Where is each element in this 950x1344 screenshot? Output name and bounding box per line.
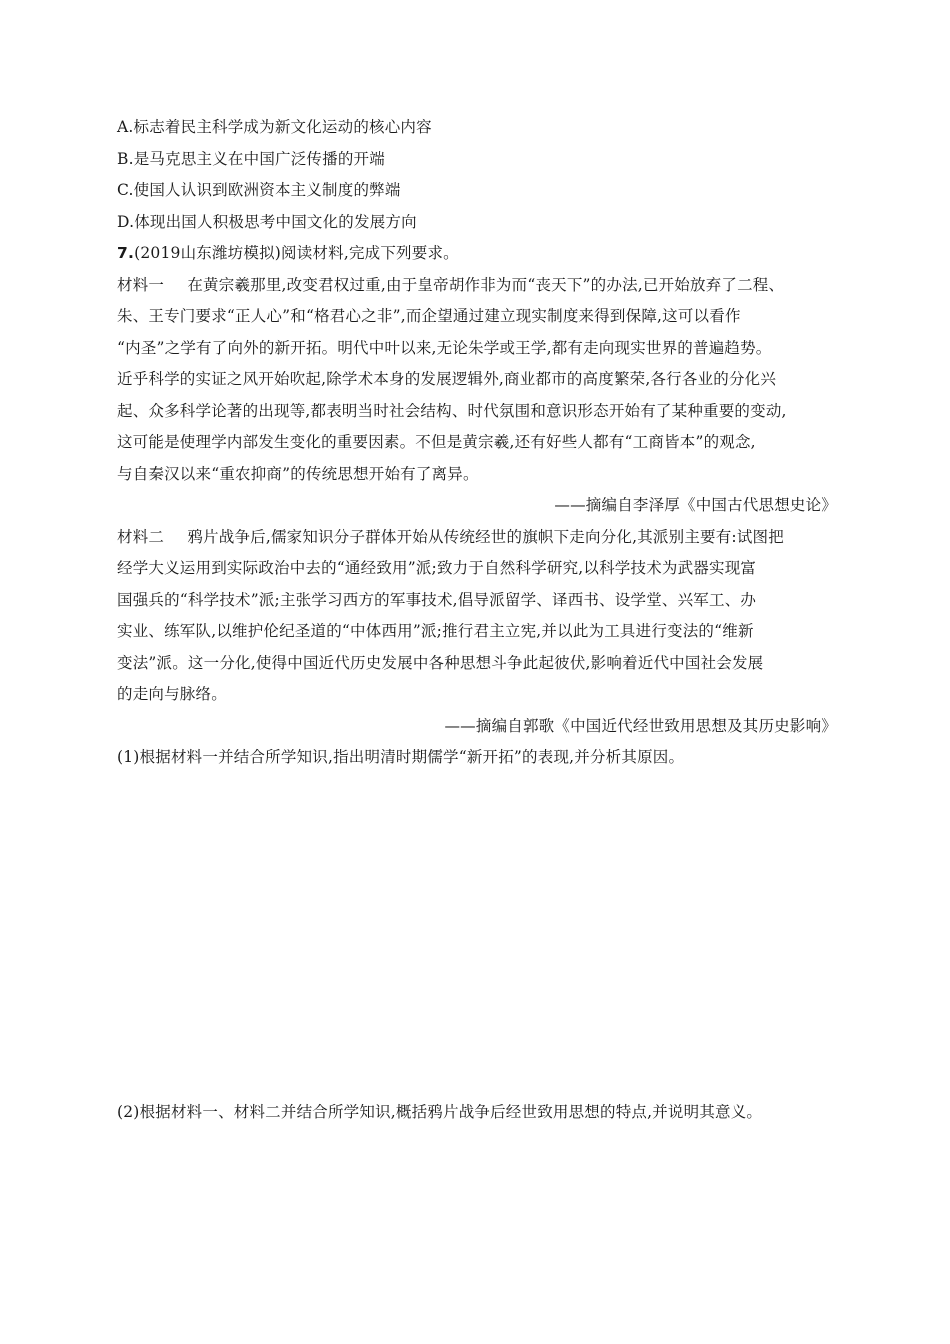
option-a [117,112,837,144]
material-2-line: 材料二 鸦片战争后,儒家知识分子群体开始从传统经世的旗帜下走向分化,其派别主要有:试图把 [117,527,784,546]
question-number: 7. [117,244,135,262]
option-d [117,207,837,239]
material-1-line: 这可能是使理学内部发生变化的重要因素。不但是黄宗羲,还有好些人都有“工商皆本”的观念, [117,433,756,451]
option-text: 体现出国人积极思考中国文化的发展方向 [134,212,417,231]
option-label: C. [117,181,134,199]
material-2-line: 经学大义运用到实际政治中去的“通经致用”派;致力于自然科学研究,以科学技术为武器实现富 [117,559,757,577]
option-label: A. [117,118,134,136]
option-text: 标志着民主科学成为新文化运动的核心内容 [133,118,432,136]
sub-question-1 [117,742,837,774]
material-1-line: 起、众多科学论著的出现等,都表明当时社会结构、时代氛围和意识形态开始有了某种重要的变动, [117,401,787,420]
option-label: D. [117,212,135,231]
sub-question-2 [117,1097,837,1129]
material-1-line: “内圣”之学有了向外的新开拓。明代中叶以来,无论朱学或王学,都有走向现实世界的普遍趋势。 [117,338,772,357]
question-instruction: 阅读材料,完成下列要求。 [281,244,459,262]
question-content [117,112,837,774]
material-1-line: 与自秦汉以来“重农抑商”的传统思想开始有了离异。 [117,464,479,483]
material-2-line: 变法”派。这一分化,使得中国近代历史发展中各种思想斗争此起彼伏,影响着近代中国社会发展 [117,653,764,672]
option-text: 使国人认识到欧洲资本主义制度的弊端 [133,181,401,199]
material-1-citation: ——摘编自李泽厚《中国古代思想史论》 [554,496,837,514]
material-2-line: 国强兵的“科学技术”派;主张学习西方的军事技术,倡导派留学、译西书、设学堂、兴军工、办 [117,590,757,609]
material-2-line: 的走向与脉络。 [117,685,227,703]
option-text: 是马克思主义在中国广泛传播的开端 [133,149,385,168]
material-1-line: 材料一 在黄宗羲那里,改变君权过重,由于皇帝胡作非为而“丧天下”的办法,已开始放弃了二程、 [117,275,785,294]
sub-question-text: 根据材料一、材料二并结合所学知识,概括鸦片战争后经世致用思想的特点,并说明其意义。 [139,1103,763,1121]
sub-question-2-block [117,1097,837,1129]
question-7-header [117,238,837,270]
sub-question-number: (1) [117,748,140,766]
option-c [117,175,837,207]
material-1-line: 近乎科学的实证之风开始吹起,除学术本身的发展逻辑外,商业都市的高度繁荣,各行各业的分化兴 [117,370,777,388]
material-1-line: 朱、王专门要求“正人心”和“格君心之非”,而企望通过建立现实制度来得到保障,这可以看作 [117,307,741,325]
material-2-line: 实业、练军队,以维护伦纪圣道的“中体西用”派;推行君主立宪,并以此为工具进行变法的“维新 [117,622,754,640]
option-b [117,144,837,176]
material-2-citation: ——摘编自郭歌《中国近代经世致用思想及其历史影响》 [444,716,837,735]
material-2-label: 材料二 [117,527,165,546]
material-1-label: 材料一 [117,275,165,294]
option-label: B. [117,149,134,168]
question-source: (2019山东潍坊模拟) [134,244,282,262]
sub-question-number: (2) [117,1103,140,1121]
sub-question-text: 根据材料一并结合所学知识,指出明清时期儒学“新开拓”的表现,并分析其原因。 [139,748,685,766]
